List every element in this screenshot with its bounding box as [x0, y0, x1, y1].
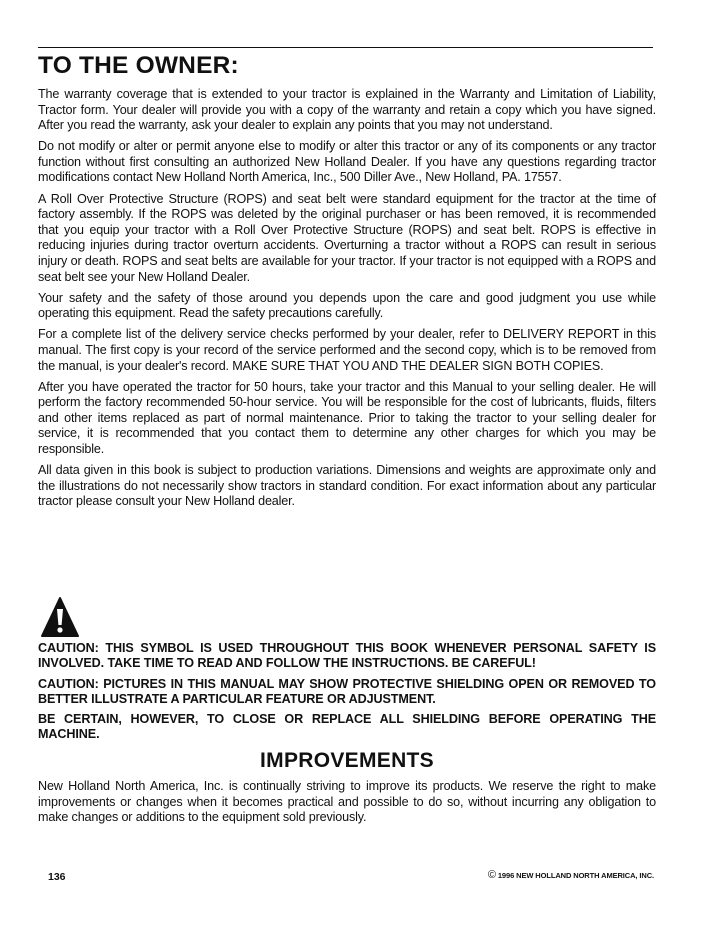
caution-shielding-pictures: CAUTION: PICTURES IN THIS MANUAL MAY SHOW PROTECTIVE SHIELDING OPEN OR REMOVED TO BETTER ILLUSTRATE A PARTICULAR FEATURE OR ADJUSTMENT.: [38, 676, 656, 706]
caution-safety-symbol: CAUTION: THIS SYMBOL IS USED THROUGHOUT THIS BOOK WHENEVER PERSONAL SAFETY IS INVOLVED. TAKE TIME TO READ AND FOLLOW THE INSTRUCTIONS. BE CAREFUL!: [38, 641, 656, 671]
copyright-text: 1996 NEW HOLLAND NORTH AMERICA, INC.: [497, 871, 654, 880]
paragraph-delivery-report: For a complete list of the delivery service checks performed by your dealer, refer to DELIVERY REPORT in this manual. The first copy is your record of the service performed and the second copy, which is to be removed from the manual, is your dealer's record. MAKE SURE THAT YOU AND THE DEALER SIGN BOTH COPIES.: [38, 327, 656, 373]
page-title: TO THE OWNER:: [38, 52, 239, 79]
improvements-section: [38, 779, 656, 831]
improvements-paragraph: New Holland North America, Inc. is continually striving to improve its products. We reserve the right to make improvements or changes when it becomes practical and possible to do so, without incurring any obligation to make changes or additions to the equipment sold previously.: [38, 779, 656, 825]
copyright-symbol: ©: [487, 869, 496, 881]
warning-triangle-icon: [40, 596, 80, 638]
manual-page: [38, 0, 656, 927]
caution-section: [38, 641, 656, 748]
caution-close-shielding: BE CERTAIN, HOWEVER, TO CLOSE OR REPLACE ALL SHIELDING BEFORE OPERATING THE MACHINE.: [38, 712, 656, 742]
paragraph-warranty: The warranty coverage that is extended to your tractor is explained in the Warranty and Limitation of Liability, Tractor form. Your dealer will provide you with a copy of the warranty and retain a copy which you have signed. After you read the warranty, ask your dealer to explain any points that you may not understand.: [38, 87, 656, 133]
copyright-notice: [488, 869, 654, 881]
paragraph-50-hour-service: After you have operated the tractor for 50 hours, take your tractor and this Manual to your selling dealer. He will perform the factory recommended 50-hour service. You will be responsible for the cost of lubricants, fluids, filters and other items replaced as part of normal maintenance. Prior to taking the tractor to your selling dealer for service, it is recommended that you contact them to determine any other charges for which you may be responsible.: [38, 379, 656, 456]
paragraph-safety: Your safety and the safety of those around you depends upon the care and good judgment you use while operating this equipment. Read the safety precautions carefully.: [38, 290, 656, 321]
improvements-heading: IMPROVEMENTS: [260, 749, 434, 772]
paragraph-rops: A Roll Over Protective Structure (ROPS) and seat belt were standard equipment for the tractor at the time of factory assembly. If the ROPS was deleted by the original purchaser or has been removed, it is recommended that you equip your tractor with a Roll Over Protective Structure (ROPS) and seat belt. ROPS is effective in reducing injuries during tractor overturn accidents. Overturning a tractor without a ROPS can result in serious injury or death. ROPS and seat belts are available for your tractor. If your tractor is not equipped with a ROPS and seat belt see your New Holland Dealer.: [38, 191, 656, 284]
paragraph-modifications: Do not modify or alter or permit anyone else to modify or alter this tractor or any of its components or any tractor function without first consulting an authorized New Holland Dealer. If you have any questions regarding tractor modifications contact New Holland North America, Inc., 500 Diller Ave., New Holland, PA. 17557.: [38, 139, 656, 185]
page-number: 136: [48, 871, 66, 883]
paragraph-data-variations: All data given in this book is subject to production variations. Dimensions and weights are approximate only and the illustrations do not necessarily show tractors in standard condition. For exact information about any particular tractor please consult your New Holland dealer.: [38, 463, 656, 509]
top-rule-divider: [38, 47, 653, 48]
owner-info-section: [38, 87, 656, 515]
